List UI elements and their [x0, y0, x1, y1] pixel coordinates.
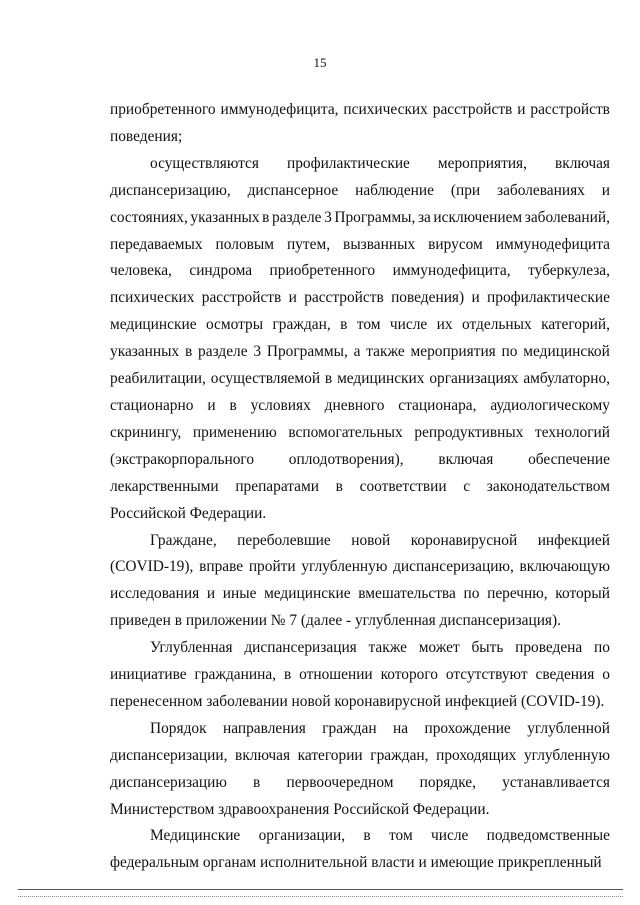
- word: мероприятия,: [437, 154, 527, 172]
- text-line: [110, 743, 610, 770]
- word: имеющие: [430, 854, 494, 872]
- word: углубленной: [527, 719, 610, 737]
- word: психических: [110, 289, 195, 307]
- word: в: [262, 208, 270, 226]
- word: диспансерное: [247, 181, 339, 199]
- text-line: [110, 528, 610, 555]
- word: отношении: [299, 666, 373, 684]
- word: медицинские: [110, 316, 197, 334]
- word: профилактические: [286, 154, 410, 172]
- word: лекарственными: [110, 477, 219, 495]
- word: устанавливается: [502, 773, 610, 791]
- word: а: [353, 343, 361, 361]
- text-line: [110, 797, 610, 824]
- word: аудиологическому: [490, 396, 610, 414]
- word: гражданина,: [194, 666, 277, 684]
- word: диспансеризацию,: [393, 558, 514, 576]
- word: исключением: [433, 208, 523, 226]
- word: разделе: [198, 343, 248, 361]
- word: указанных: [190, 208, 260, 226]
- word: поведения): [391, 289, 465, 307]
- text-line: [110, 97, 610, 124]
- word: за: [417, 208, 431, 226]
- word: расстройств: [432, 101, 513, 118]
- text-line: [110, 823, 610, 850]
- word: категории: [297, 746, 363, 764]
- word: туберкулеза,: [528, 262, 610, 280]
- word: поведения;: [110, 127, 183, 145]
- text-line: [110, 312, 610, 339]
- word: перенесенном заболевании новой коронавирусной инфекцией (COVID-19).: [110, 692, 605, 710]
- word: разделе: [272, 208, 322, 226]
- word: психических: [343, 101, 428, 118]
- word: стационарно: [110, 396, 194, 414]
- page-number: 15: [313, 55, 327, 70]
- text-line: [110, 178, 610, 205]
- word: инициативе: [110, 666, 187, 684]
- word: по: [501, 343, 518, 361]
- word: расстройств: [304, 289, 384, 307]
- paragraph: [110, 528, 610, 636]
- word: числе: [389, 316, 428, 334]
- word: в: [335, 477, 343, 495]
- word: 3: [253, 343, 262, 361]
- word: 3: [324, 208, 332, 226]
- word: приведен в приложении № 7 (далее - углубленная диспансеризация).: [110, 612, 561, 630]
- word: прикрепленный: [497, 854, 602, 872]
- word: иммунодефицита,: [220, 101, 339, 118]
- word: иные: [222, 585, 257, 603]
- word: числе: [431, 827, 469, 845]
- word: о: [602, 666, 610, 684]
- text-line: [110, 151, 610, 178]
- word: и: [601, 181, 610, 199]
- word: амбулаторно,: [523, 370, 610, 388]
- word: и: [517, 101, 526, 118]
- word: по: [463, 585, 480, 603]
- document-body: [110, 97, 610, 877]
- word: исследования: [110, 585, 200, 603]
- word: в: [253, 773, 261, 791]
- word: органам: [202, 854, 257, 872]
- word: Углубленная: [150, 639, 233, 657]
- word: условиях: [250, 396, 311, 414]
- word: препаратами: [235, 477, 319, 495]
- text-line: [110, 366, 610, 393]
- word: технологий: [535, 423, 610, 441]
- word: человека,: [110, 262, 172, 280]
- word: том: [356, 316, 381, 334]
- word: также: [366, 343, 405, 361]
- word: также: [368, 639, 407, 657]
- word: с: [463, 477, 471, 495]
- word: которого: [380, 666, 438, 684]
- word: заболеваниях: [496, 181, 585, 199]
- word: том: [389, 827, 413, 845]
- word: инфекцией: [537, 531, 610, 549]
- word: профилактические: [487, 289, 610, 307]
- word: и: [288, 289, 297, 307]
- word: осмотры: [205, 316, 264, 334]
- text-line: [110, 850, 610, 877]
- word: медицинские: [264, 585, 351, 603]
- word: включая: [555, 154, 610, 172]
- text-line: [110, 554, 610, 581]
- word: состояниях,: [110, 208, 188, 226]
- word: в: [283, 666, 292, 684]
- word: вспомогательных: [288, 423, 403, 441]
- word: репродуктивных: [414, 423, 524, 441]
- word: (COVID-19),: [110, 558, 194, 576]
- word: путем,: [286, 235, 331, 253]
- word: первоочередном: [286, 773, 394, 791]
- word: стационара,: [398, 396, 477, 414]
- word: в: [324, 370, 333, 388]
- footer-rule: [18, 889, 623, 890]
- word: пройти: [248, 558, 296, 576]
- word: расстройств: [201, 289, 282, 307]
- word: и: [418, 854, 427, 872]
- word: (при: [450, 181, 481, 199]
- word: включая: [438, 450, 494, 468]
- word: мероприятия: [410, 343, 496, 361]
- word: вправе: [199, 558, 244, 576]
- word: расстройств: [530, 101, 610, 118]
- text-line: [110, 581, 610, 608]
- word: наблюдение: [355, 181, 434, 199]
- text-line: [110, 339, 610, 366]
- word: граждан,: [272, 316, 331, 334]
- text-line: [110, 420, 610, 447]
- text-line: [110, 124, 610, 151]
- text-line: [110, 716, 610, 743]
- word: реабилитации,: [110, 370, 206, 388]
- word: переболевшие: [237, 531, 331, 549]
- footer-rule-dotted: [18, 896, 623, 897]
- word: (экстракорпорального: [110, 450, 255, 468]
- text-line: [110, 635, 610, 662]
- text-line: [110, 770, 610, 797]
- word: Порядок: [150, 719, 207, 737]
- word: Программы,: [266, 343, 348, 361]
- word: в: [340, 316, 348, 334]
- word: коронавирусной: [410, 531, 518, 549]
- word: проходящих: [436, 746, 517, 764]
- word: исполнительной: [260, 854, 368, 872]
- word: проведена: [515, 639, 583, 657]
- word: в: [229, 396, 237, 414]
- text-line: [110, 447, 610, 474]
- word: вирусом: [428, 235, 483, 253]
- word: применению: [192, 423, 277, 441]
- word: Российской Федерации.: [110, 504, 267, 522]
- paragraph: [110, 97, 610, 151]
- word: синдрома: [189, 262, 253, 280]
- word: отсутствуют: [445, 666, 528, 684]
- word: федеральным: [110, 854, 199, 872]
- text-line: [110, 501, 610, 528]
- word: указанных: [110, 343, 180, 361]
- word: обеспечение: [528, 450, 610, 468]
- paragraph: [110, 635, 610, 716]
- word: прохождение: [424, 719, 511, 737]
- text-line: [110, 205, 610, 232]
- word: сведения: [535, 666, 595, 684]
- word: медицинской: [523, 343, 610, 361]
- word: половым: [215, 235, 274, 253]
- word: осуществляются: [150, 154, 259, 172]
- word: передаваемых: [110, 235, 203, 253]
- paragraph: [110, 716, 610, 824]
- word: осуществляемой: [210, 370, 321, 388]
- word: отдельных: [462, 316, 532, 334]
- word: власти: [371, 854, 415, 872]
- word: может: [418, 639, 460, 657]
- word: Медицинские: [150, 827, 241, 845]
- word: быть: [471, 639, 504, 657]
- text-line: [110, 393, 610, 420]
- word: оплодотворения),: [288, 450, 404, 468]
- word: который: [555, 585, 610, 603]
- word: соответствии: [359, 477, 447, 495]
- word: диспансеризацию: [110, 773, 227, 791]
- word: и: [471, 289, 480, 307]
- word: граждан,: [370, 746, 429, 764]
- word: направления: [223, 719, 306, 737]
- text-line: [110, 232, 610, 259]
- word: диспансеризация: [244, 639, 357, 657]
- word: включая: [235, 746, 291, 764]
- word: диспансеризации,: [110, 746, 228, 764]
- word: подведомственные: [486, 827, 610, 845]
- word: Программы,: [334, 208, 416, 226]
- word: углубленную: [523, 746, 610, 764]
- word: углубленную: [301, 558, 388, 576]
- word: иммунодефицита,: [392, 262, 511, 280]
- word: перечню,: [487, 585, 548, 603]
- text-line: [110, 689, 610, 716]
- word: граждан: [322, 719, 377, 737]
- word: приобретенного: [269, 262, 376, 280]
- word: законодательством: [486, 477, 610, 495]
- word: скринингу,: [110, 423, 182, 441]
- word: дневного: [324, 396, 385, 414]
- word: Граждане,: [150, 531, 217, 549]
- word: их: [436, 316, 453, 334]
- text-line: [110, 474, 610, 501]
- word: по: [593, 639, 610, 657]
- word: вмешательства: [358, 585, 456, 603]
- text-line: [110, 662, 610, 689]
- word: приобретенного: [110, 101, 216, 118]
- word: новой: [351, 531, 391, 549]
- text-line: [110, 608, 610, 635]
- word: диспансеризацию,: [110, 181, 231, 199]
- text-line: [110, 285, 610, 312]
- word: и: [206, 585, 216, 603]
- word: организациях: [429, 370, 519, 388]
- word: вызванных: [343, 235, 416, 253]
- word: Министерством здравоохранения Российской Федерации.: [110, 800, 490, 818]
- word: порядке,: [419, 773, 476, 791]
- word: категорий,: [541, 316, 610, 334]
- word: в: [184, 343, 193, 361]
- word: и: [207, 396, 216, 414]
- word: организации,: [258, 827, 346, 845]
- word: иммунодефицита: [495, 235, 610, 253]
- word: заболеваний,: [524, 208, 610, 226]
- paragraph: [110, 151, 610, 528]
- word: включающую: [519, 558, 610, 576]
- text-line: [110, 258, 610, 285]
- word: в: [363, 827, 371, 845]
- word: на: [393, 719, 409, 737]
- word: медицинских: [337, 370, 425, 388]
- paragraph: [110, 823, 610, 877]
